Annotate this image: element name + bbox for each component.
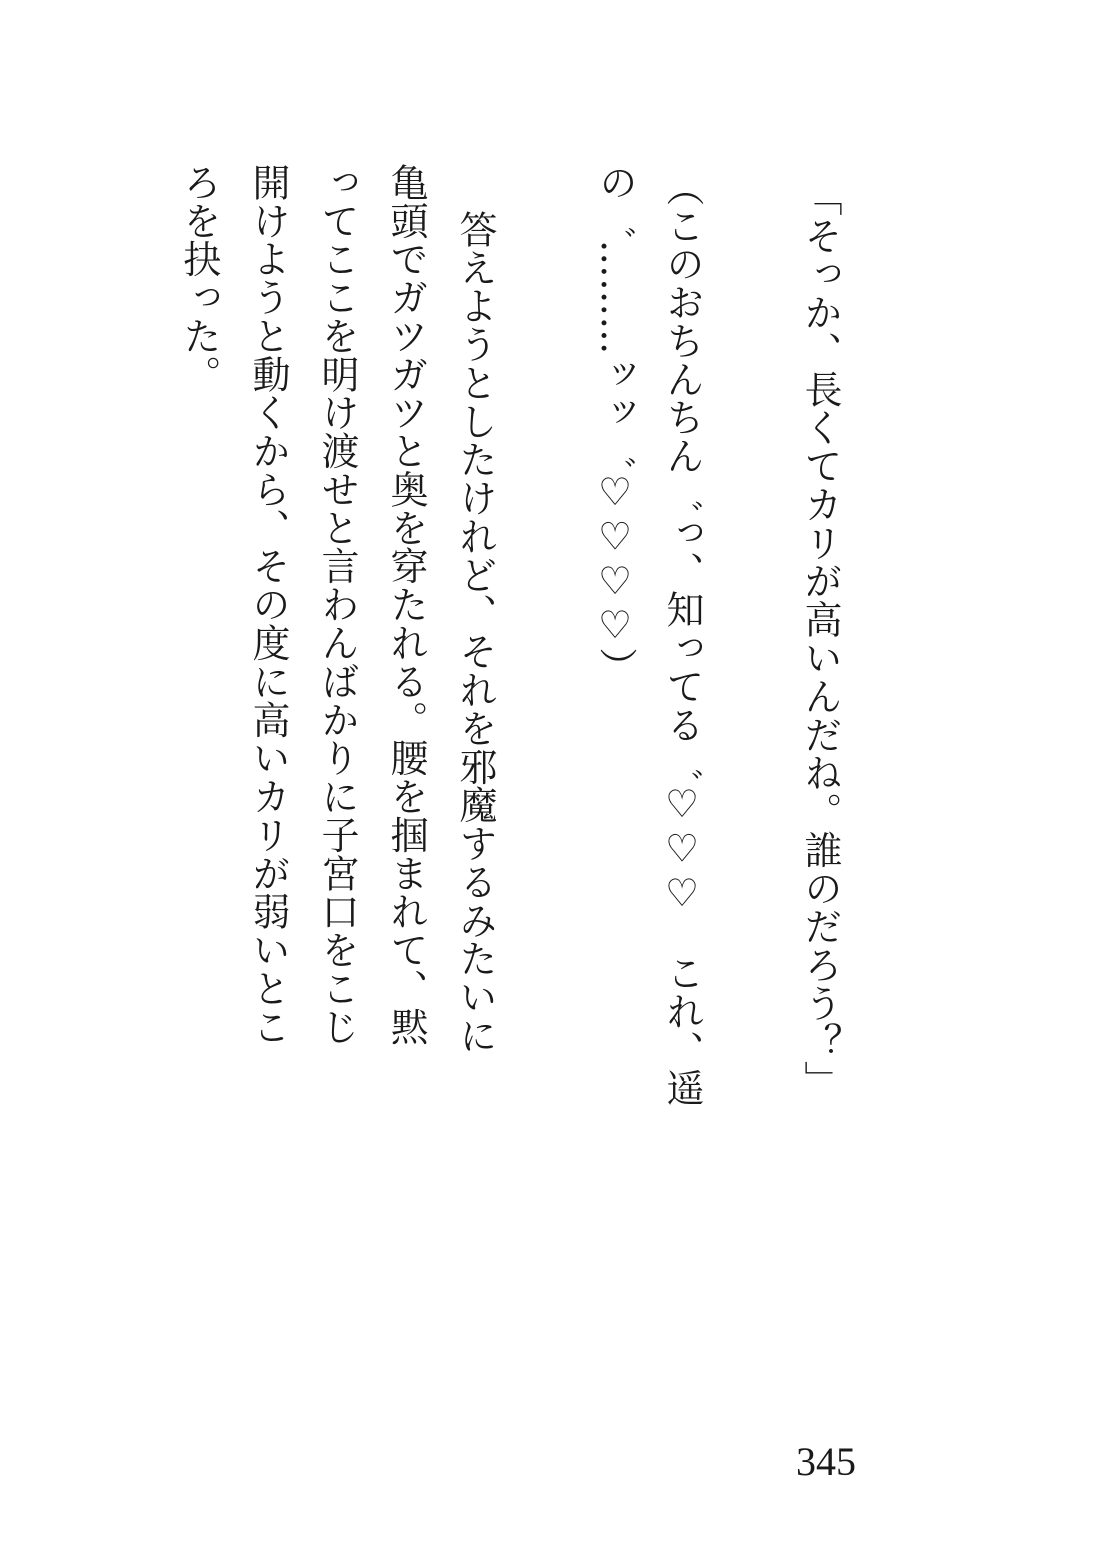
text-column-4: 答えようとしたけれど、それを邪魔するみたいに	[453, 210, 497, 1055]
page-number: 345	[796, 1439, 856, 1484]
text-column-7: 開けようと動くから、その度に高いカリが弱いとこ	[246, 163, 290, 1046]
text-column-6: ってここを明け渡せと言わんばかりに子宮口をこじ	[315, 163, 359, 1046]
text-column-1: 「そっか、長くてカリが高いんだね。誰のだろう？」	[798, 178, 842, 1100]
text-column-8: ろを抉った。	[177, 163, 221, 394]
text-column-2: （このおちんちん゛っ、知ってる゛♡♡♡ これ、遥	[660, 168, 704, 1108]
text-column-3: の゛………ッッ゛♡♡♡♡）	[593, 163, 637, 686]
text-column-5: 亀頭でガツガツと奥を穿たれる。腰を掴まれて、黙	[384, 163, 428, 1046]
